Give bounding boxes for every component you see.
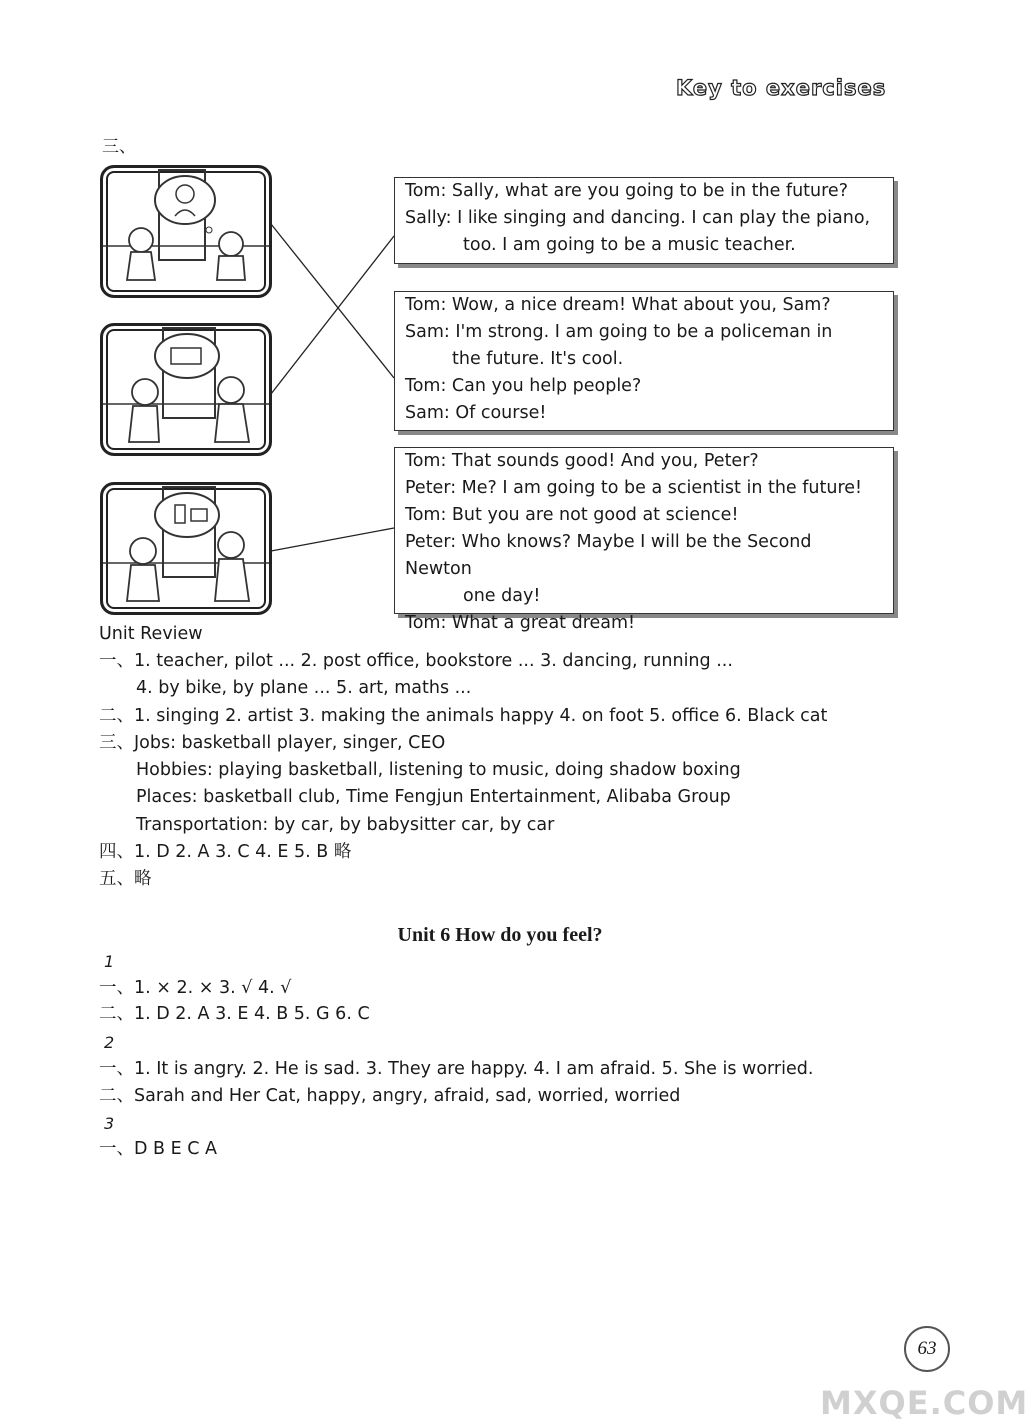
unit6-section-2-mark: 2 xyxy=(104,1033,115,1052)
review-line: Places: basketball club, Time Fengjun Entertainment, Alibaba Group xyxy=(136,787,731,807)
unit6-section-1-mark: 1 xyxy=(104,952,115,971)
dialog-line: Sam: Of course! xyxy=(405,403,547,423)
review-line: 二、1. singing 2. artist 3. making the animals happy 4. on foot 5. office 6. Black cat xyxy=(99,706,828,726)
dialog-line: Tom: But you are not good at science! xyxy=(405,505,739,525)
dialog-line: Peter: Me? I am going to be a scientist in the future! xyxy=(405,478,863,498)
dialog-line: Sally: I like singing and dancing. I can play the piano, xyxy=(405,208,871,228)
part-three-mark: 三、 xyxy=(102,137,136,157)
match-line-2 xyxy=(271,236,394,394)
dialog-line: Tom: Can you help people? xyxy=(405,376,642,396)
unit6-line: 一、1. It is angry. 2. He is sad. 3. They are happy. 4. I am afraid. 5. She is worried. xyxy=(99,1059,814,1079)
unit6-line: 二、1. D 2. A 3. E 4. B 5. G 6. C xyxy=(99,1004,370,1024)
dialog-box-peter xyxy=(394,447,894,633)
dialog-line: the future. It's cool. xyxy=(452,349,624,369)
match-line-1 xyxy=(271,224,394,378)
music-teacher-illustration xyxy=(103,168,269,295)
review-line: 五、略 xyxy=(99,869,152,889)
unit6-line: 一、D B E C A xyxy=(99,1139,217,1159)
dialog-line: Peter: Who knows? Maybe I will be the Second Newton xyxy=(405,532,812,579)
dialog-line: Tom: What a great dream! xyxy=(405,613,636,633)
match-line-3 xyxy=(271,528,394,551)
unit6-line: 二、Sarah and Her Cat, happy, angry, afraid, sad, worried, worried xyxy=(99,1086,681,1106)
review-line: 四、1. D 2. A 3. C 4. E 5. B 略 xyxy=(99,842,352,862)
picture-music-teacher xyxy=(100,165,272,298)
dialog-line: Tom: That sounds good! And you, Peter? xyxy=(405,451,759,471)
dialog-line: Tom: Sally, what are you going to be in the future? xyxy=(405,181,848,201)
piano-dream-illustration xyxy=(103,326,269,453)
dialog-line: too. I am going to be a music teacher. xyxy=(463,235,796,255)
scientist-dream-illustration xyxy=(103,485,269,612)
review-line: 三、Jobs: basketball player, singer, CEO xyxy=(99,733,446,753)
review-line: 4. by bike, by plane ... 5. art, maths ... xyxy=(136,678,472,698)
dialog-line: one day! xyxy=(463,586,541,606)
review-line: Hobbies: playing basketball, listening to music, doing shadow boxing xyxy=(136,760,741,780)
picture-piano-dream xyxy=(100,323,272,456)
dialog-box-sam xyxy=(394,291,894,431)
review-line: Transportation: by car, by babysitter car, by car xyxy=(136,815,555,835)
watermark: MXQE.COM xyxy=(820,1384,1028,1422)
unit-review-title: Unit Review xyxy=(99,624,203,644)
dialog-box-sally xyxy=(394,177,894,264)
unit6-title: Unit 6 How do you feel? xyxy=(397,924,603,946)
picture-scientist-dream xyxy=(100,482,272,615)
page-header-title: Key to exercises xyxy=(676,76,887,100)
page-number: 63 xyxy=(904,1326,950,1372)
unit6-line: 一、1. × 2. × 3. √ 4. √ xyxy=(99,978,292,998)
dialog-line: Tom: Wow, a nice dream! What about you, Sam? xyxy=(405,295,831,315)
dialog-line: Sam: I'm strong. I am going to be a policeman in xyxy=(405,322,833,342)
review-line: 一、1. teacher, pilot ... 2. post office, bookstore ... 3. dancing, running ... xyxy=(99,651,733,671)
unit6-section-3-mark: 3 xyxy=(104,1114,115,1133)
